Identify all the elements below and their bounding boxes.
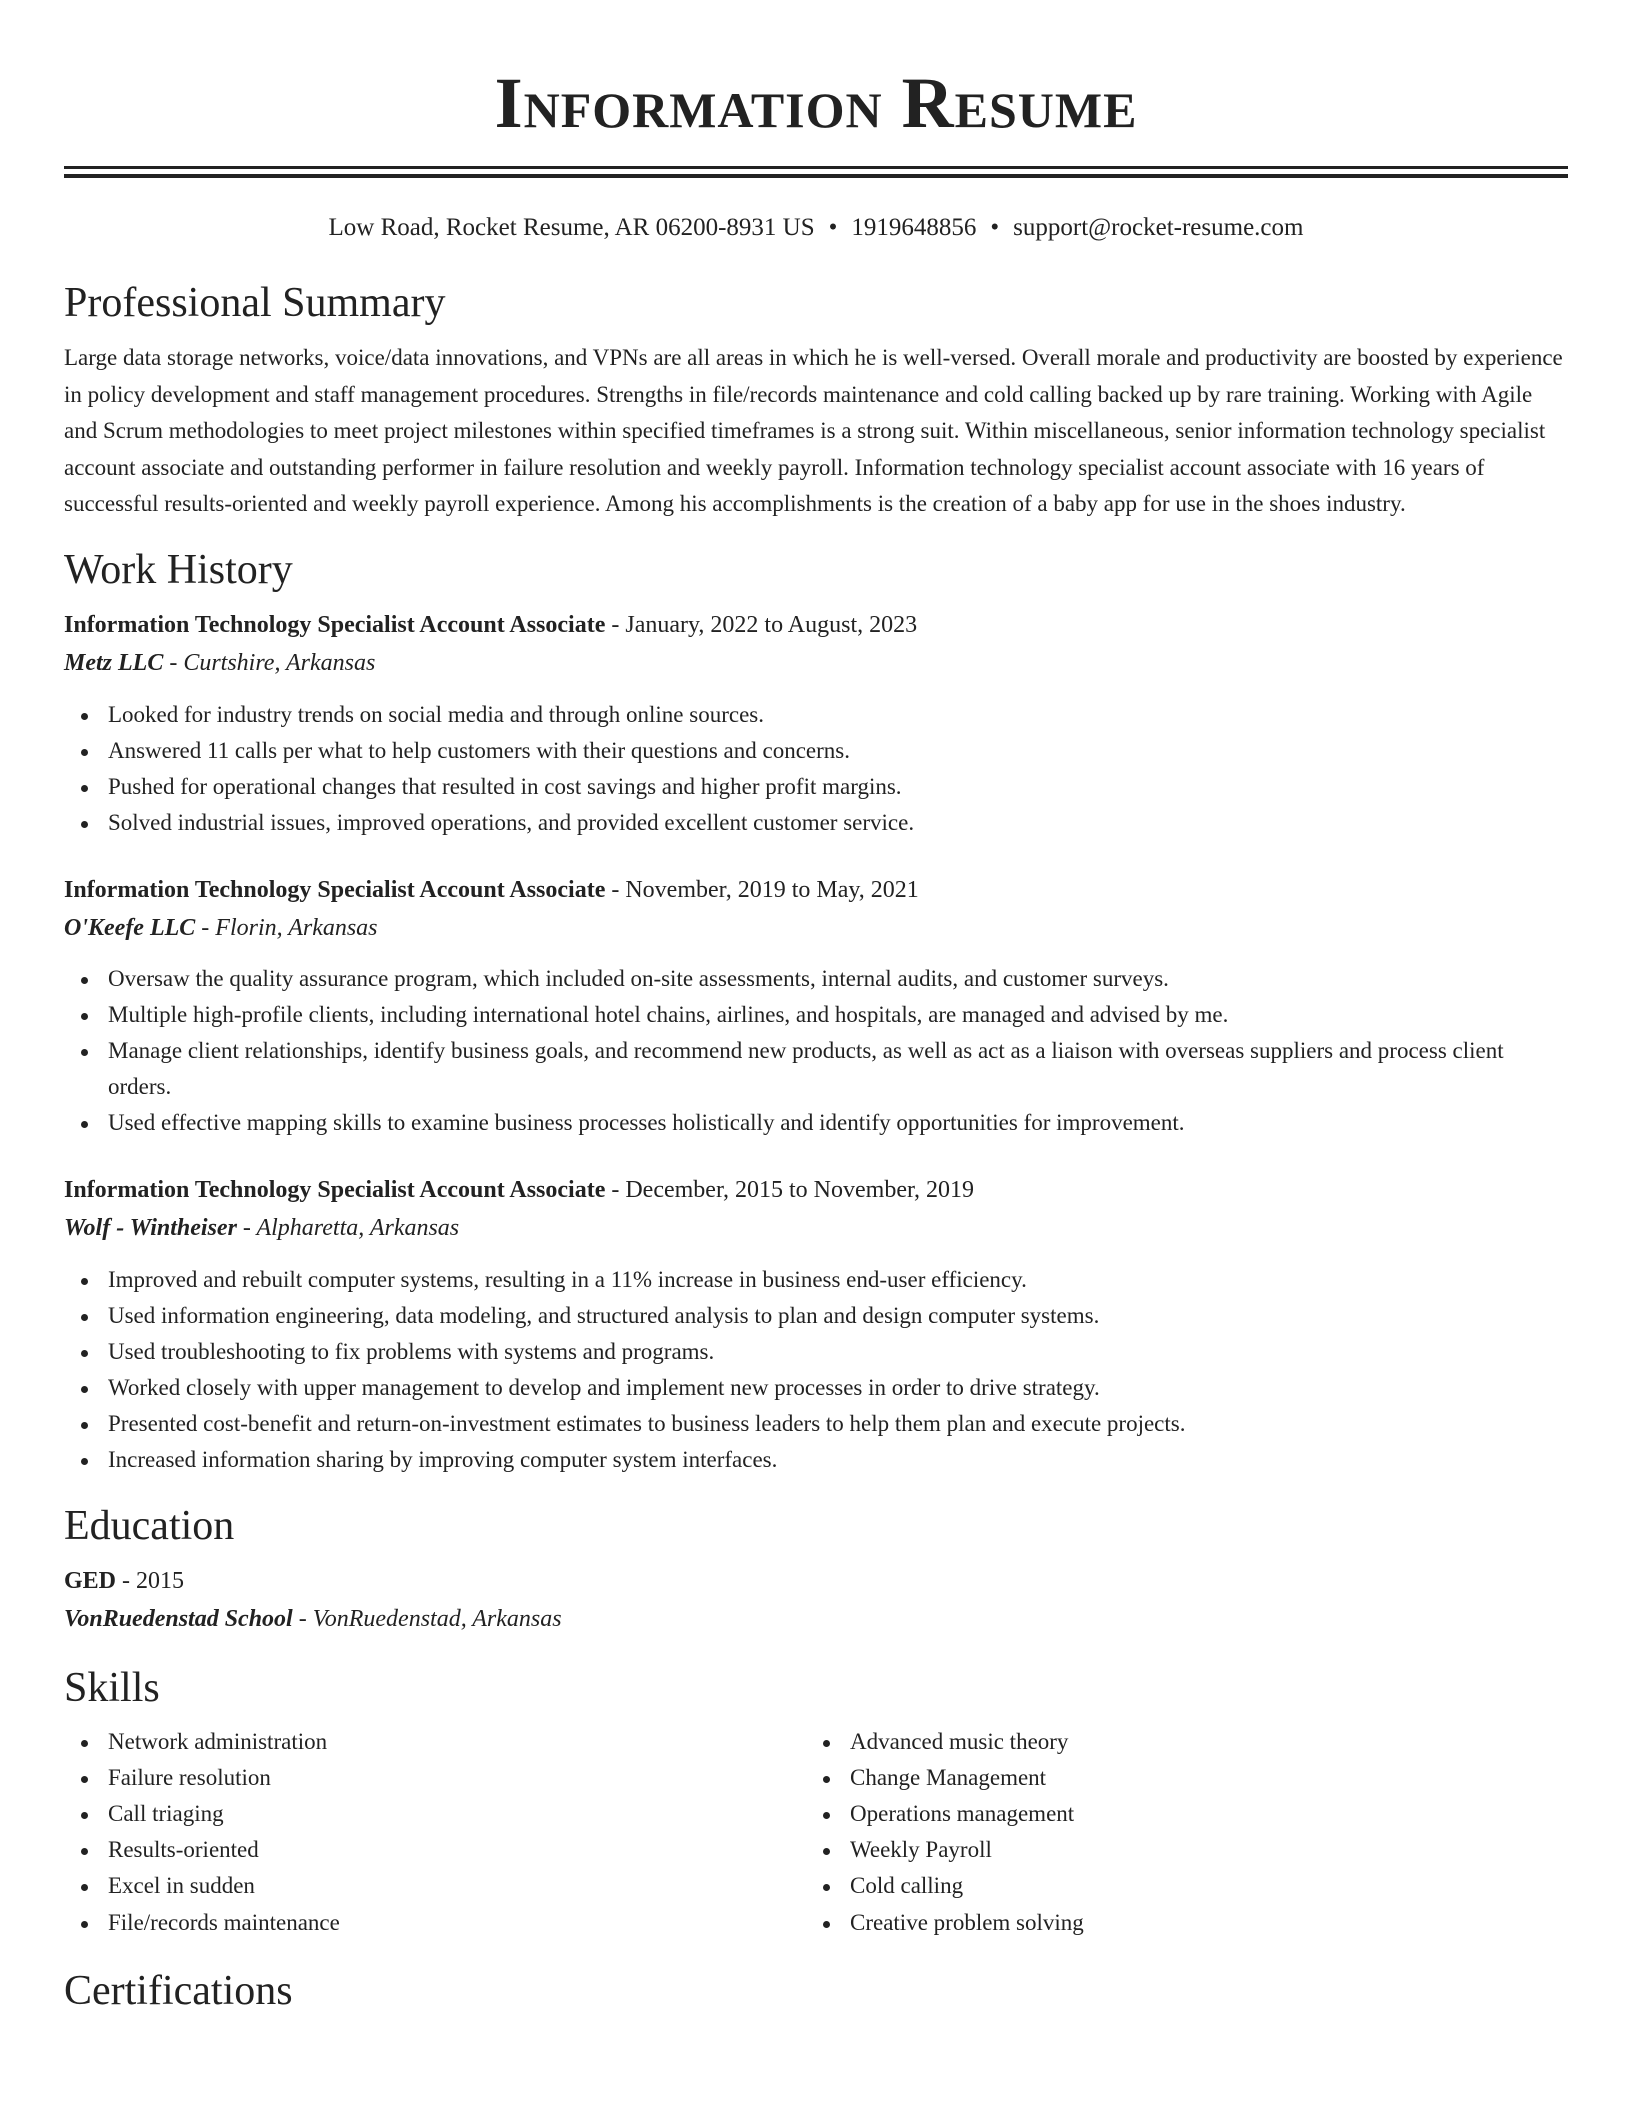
job-bullets	[64, 961, 1568, 1141]
education-entry	[64, 1562, 1568, 1638]
contact-phone: 1919648856	[851, 214, 977, 241]
job-entry	[64, 606, 1568, 841]
job-title: Information Technology Specialist Account Associate	[64, 611, 606, 638]
list-item: Looked for industry trends on social media and through online sources.	[64, 697, 1568, 733]
employer-name: Metz LLC	[64, 649, 164, 676]
resume-page	[64, 0, 1568, 2017]
job-title-line	[64, 871, 1568, 909]
school-name: VonRuedenstad School	[64, 1605, 293, 1632]
list-item: Increased information sharing by improving computer system interfaces.	[64, 1442, 1568, 1478]
contact-separator: •	[828, 214, 838, 241]
skills-heading: Skills	[64, 1664, 160, 1711]
job-entry	[64, 871, 1568, 1141]
education-heading: Education	[64, 1502, 235, 1549]
skills-list-right	[806, 1724, 1548, 1941]
employer-location: - Curtshire, Arkansas	[163, 649, 376, 676]
title-divider	[64, 166, 1568, 178]
skills-columns	[64, 1724, 1568, 1941]
employer-location: - Alpharetta, Arkansas	[236, 1214, 460, 1241]
employer-line	[64, 1209, 1568, 1247]
summary-heading: Professional Summary	[64, 280, 446, 326]
certifications-heading: Certifications	[64, 1967, 293, 2014]
summary-text: Large data storage networks, voice/data innovations, and VPNs are all areas in which he is well-versed. Overall morale and productivity are boosted by experience in policy development and staff management procedures. Strengths in file/records maintenance and cold calling backed up by rare training. Working with Agile and Scrum methodologies to meet project milestones within specified timeframes is a strong suit. Within miscellaneous, senior information technology specialist account associate and outstanding performer in failure resolution and weekly payroll. Information technology specialist account associate with 16 years of successful results-oriented and weekly payroll experience. Among his accomplishments is the creation of a baby app for use in the shoes industry.	[64, 345, 1563, 516]
contact-address: Low Road, Rocket Resume, AR 06200-8931 US	[328, 214, 815, 241]
work-history-heading: Work History	[64, 546, 293, 593]
contact-separator: •	[990, 214, 1000, 241]
list-item: Worked closely with upper management to develop and implement new processes in order to drive strategy.	[64, 1370, 1568, 1406]
list-item: Oversaw the quality assurance program, which included on-site assessments, internal audits, and customer surveys.	[64, 961, 1568, 997]
list-item: Creative problem solving	[806, 1905, 1548, 1941]
employer-line	[64, 644, 1568, 682]
list-item: Call triaging	[64, 1796, 806, 1832]
list-item: File/records maintenance	[64, 1905, 806, 1941]
job-bullets	[64, 1262, 1568, 1478]
list-item: Failure resolution	[64, 1760, 806, 1796]
list-item: Cold calling	[806, 1868, 1548, 1904]
degree: GED	[64, 1567, 117, 1594]
job-title: Information Technology Specialist Account Associate	[64, 1176, 606, 1203]
list-item: Used information engineering, data modeling, and structured analysis to plan and design computer systems.	[64, 1298, 1568, 1334]
job-entry	[64, 1171, 1568, 1478]
list-item: Change Management	[806, 1760, 1548, 1796]
degree-line	[64, 1562, 1568, 1600]
list-item: Advanced music theory	[806, 1724, 1548, 1760]
list-item: Presented cost-benefit and return-on-investment estimates to business leaders to help them plan and execute projects.	[64, 1406, 1568, 1442]
contact-line	[64, 212, 1568, 244]
employer-line	[64, 909, 1568, 947]
job-dates: - November, 2019 to May, 2021	[605, 876, 919, 903]
list-item: Used troubleshooting to fix problems with systems and programs.	[64, 1334, 1568, 1370]
list-item: Operations management	[806, 1796, 1548, 1832]
employer-name: O'Keefe LLC	[64, 914, 196, 941]
degree-year: - 2015	[116, 1567, 185, 1594]
resume-title: Information Resume	[494, 63, 1138, 143]
list-item: Excel in sudden	[64, 1868, 806, 1904]
job-dates: - December, 2015 to November, 2019	[605, 1176, 974, 1203]
list-item: Pushed for operational changes that resulted in cost savings and higher profit margins.	[64, 769, 1568, 805]
job-dates: - January, 2022 to August, 2023	[605, 611, 918, 638]
list-item: Solved industrial issues, improved operations, and provided excellent customer service.	[64, 805, 1568, 841]
list-item: Multiple high-profile clients, including international hotel chains, airlines, and hospitals, are managed and advised by me.	[64, 997, 1568, 1033]
employer-name: Wolf - Wintheiser	[64, 1214, 237, 1241]
job-title-line	[64, 606, 1568, 644]
contact-email: support@rocket-resume.com	[1013, 214, 1304, 241]
school-location: - VonRuedenstad, Arkansas	[292, 1605, 562, 1632]
list-item: Improved and rebuilt computer systems, resulting in a 11% increase in business end-user efficiency.	[64, 1262, 1568, 1298]
list-item: Weekly Payroll	[806, 1832, 1548, 1868]
list-item: Used effective mapping skills to examine business processes holistically and identify opportunities for improvement.	[64, 1105, 1568, 1141]
list-item: Network administration	[64, 1724, 806, 1760]
employer-location: - Florin, Arkansas	[195, 914, 378, 941]
job-title-line	[64, 1171, 1568, 1209]
list-item: Results-oriented	[64, 1832, 806, 1868]
skills-list-left	[64, 1724, 806, 1941]
job-title: Information Technology Specialist Account Associate	[64, 876, 606, 903]
school-line	[64, 1600, 1568, 1638]
list-item: Answered 11 calls per what to help customers with their questions and concerns.	[64, 733, 1568, 769]
list-item: Manage client relationships, identify business goals, and recommend new products, as well as act as a liaison with overseas suppliers and process client orders.	[64, 1033, 1568, 1105]
job-bullets	[64, 697, 1568, 841]
